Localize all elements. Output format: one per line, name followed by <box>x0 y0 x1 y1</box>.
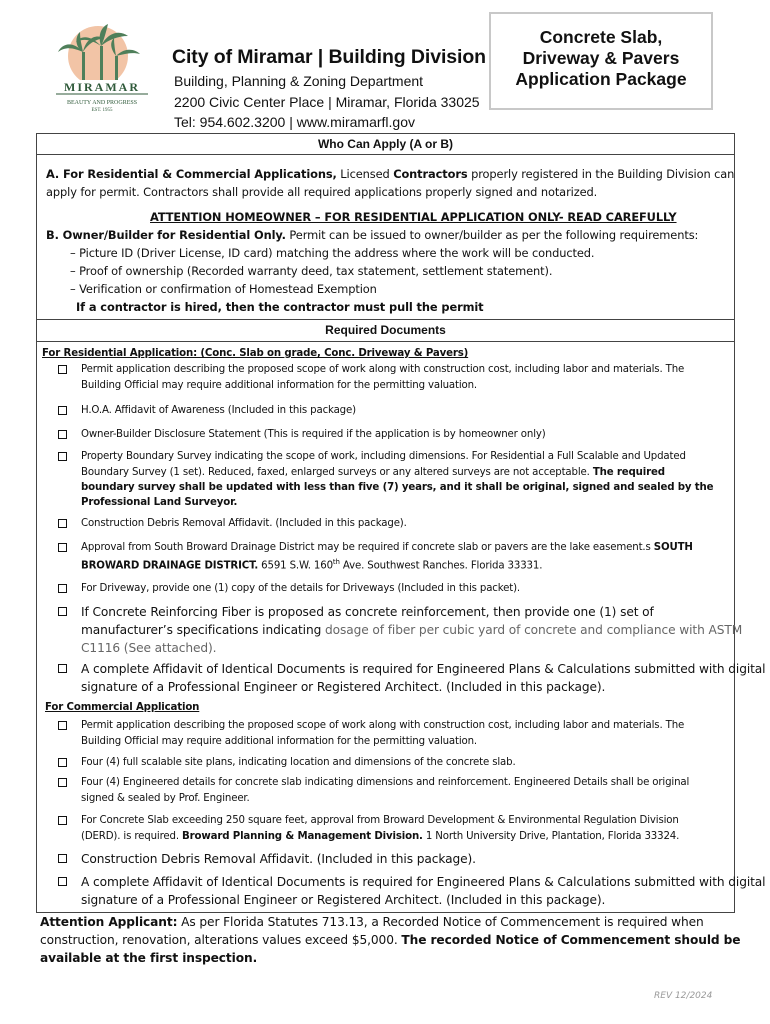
contact-info: Tel: 954.602.3200 | www.miramarfl.gov <box>174 114 415 130</box>
required-documents-heading: Required Documents <box>325 323 446 337</box>
res-drainage-line: Approval from South Broward Drainage District may be required if concrete slab or pavers are the lake easement.s SOUTH <box>81 542 693 553</box>
res-survey-line: Property Boundary Survey indicating the scope of work, including dimensions. For Residential a Full Scalable and Updated <box>81 451 686 462</box>
divider <box>36 341 735 342</box>
commercial-heading: For Commercial Application <box>45 702 200 713</box>
checkbox[interactable] <box>58 778 67 787</box>
office-address: 2200 Civic Center Place | Miramar, Florida 33025 <box>174 94 480 110</box>
res-owner-builder: Owner-Builder Disclosure Statement (This is required if the application is by homeowner only) <box>81 429 546 440</box>
package-title-line: Driveway & Pavers <box>522 48 680 68</box>
page-title: City of Miramar | Building Division <box>172 46 486 68</box>
divider <box>36 319 735 320</box>
res-fiber-line: If Concrete Reinforcing Fiber is proposed as concrete reinforcement, then provide one (1) set of <box>81 605 654 619</box>
checkbox[interactable] <box>58 854 67 863</box>
res-survey-line: boundary survey shall be updated with less than five (7) years, and it shall be original, signed and sealed by the <box>81 482 714 493</box>
checkbox[interactable] <box>58 877 67 886</box>
com-permit-line: Building Official may require additional information for the permitting valuation. <box>81 736 478 747</box>
svg-text:MIRAMAR: MIRAMAR <box>64 80 140 94</box>
attention-homeowner: ATTENTION HOMEOWNER – FOR RESIDENTIAL APPLICATION ONLY- READ CAREFULLY <box>150 210 677 224</box>
svg-text:EST. 1955: EST. 1955 <box>91 108 113 113</box>
res-debris-affidavit: Construction Debris Removal Affidavit. (Included in this package). <box>81 518 407 529</box>
option-b-line: B. Owner/Builder for Residential Only. Permit can be issued to owner/builder as per the following requirements: <box>46 228 699 242</box>
com-slab-line: For Concrete Slab exceeding 250 square feet, approval from Broward Development & Environmental Regulation Division <box>81 815 679 826</box>
checkbox[interactable] <box>58 365 67 374</box>
res-affidavit-line: A complete Affidavit of Identical Documents is required for Engineered Plans & Calculations submitted with digital <box>81 662 766 676</box>
residential-heading: For Residential Application: (Conc. Slab on grade, Conc. Driveway & Pavers) <box>42 348 469 359</box>
checkbox[interactable] <box>58 430 67 439</box>
res-permit-line: Permit application describing the proposed scope of work along with construction cost, including labor and materials. The <box>81 364 685 375</box>
res-driveway: For Driveway, provide one (1) copy of the details for Driveways (Included in this packet). <box>81 583 521 594</box>
checkbox[interactable] <box>58 519 67 528</box>
res-affidavit-line: signature of a Professional Engineer or Registered Architect. (Included in this package). <box>81 680 606 694</box>
checkbox[interactable] <box>58 664 67 673</box>
attention-applicant-line: construction, renovation, alterations values exceed $5,000. The recorded Notice of Commencement should be <box>40 933 741 947</box>
checkbox[interactable] <box>58 584 67 593</box>
who-can-apply-heading: Who Can Apply (A or B) <box>317 137 454 151</box>
com-site-plans: Four (4) full scalable site plans, indicating location and dimensions of the concrete slab. <box>81 757 516 768</box>
requirement-item: – Proof of ownership (Recorded warranty deed, tax statement, settlement statement). <box>70 264 553 278</box>
res-drainage-line: BROWARD DRAINAGE DISTRICT. 6591 S.W. 160th Ave. Southwest Ranches. Florida 33331. <box>81 558 543 572</box>
contractor-note: If a contractor is hired, then the contractor must pull the permit <box>76 300 484 314</box>
attention-applicant-line: available at the first inspection. <box>40 951 258 965</box>
requirement-item: – Picture ID (Driver License, ID card) matching the address where the work will be conducted. <box>70 246 595 260</box>
com-details-line: Four (4) Engineered details for concrete slab indicating dimensions and reinforcement. Engineered Details shall be original <box>81 777 690 788</box>
com-details-line: signed & sealed by Prof. Engineer. <box>81 793 250 804</box>
res-fiber-line: C1116 (See attached). <box>81 641 217 655</box>
com-affidavit-line: A complete Affidavit of Identical Documents is required for Engineered Plans & Calculations submitted with digital <box>81 875 766 889</box>
checkbox[interactable] <box>58 452 67 461</box>
com-affidavit-line: signature of a Professional Engineer or Registered Architect. (Included in this package). <box>81 893 606 907</box>
package-title-line: Concrete Slab, <box>539 27 663 47</box>
com-permit-line: Permit application describing the proposed scope of work along with construction cost, including labor and materials. The <box>81 720 685 731</box>
com-debris-affidavit: Construction Debris Removal Affidavit. (Included in this package). <box>81 852 476 866</box>
res-hoa-affidavit: H.O.A. Affidavit of Awareness (Included in this package) <box>81 405 356 416</box>
requirement-item: – Verification or confirmation of Homestead Exemption <box>70 282 377 296</box>
miramar-logo <box>52 22 152 122</box>
res-fiber-line: manufacturer’s specifications indicating dosage of fiber per cubic yard of concrete and compliance with ASTM <box>81 623 743 637</box>
checkbox[interactable] <box>58 721 67 730</box>
checkbox[interactable] <box>58 406 67 415</box>
department-name: Building, Planning & Zoning Department <box>174 73 424 89</box>
package-title-box <box>489 12 713 110</box>
option-a-line: A. For Residential & Commercial Applications, Licensed Contractors properly registered in the Building Division can <box>46 167 735 181</box>
svg-text:BEAUTY AND PROGRESS: BEAUTY AND PROGRESS <box>66 100 138 106</box>
checkbox[interactable] <box>58 816 67 825</box>
checkbox[interactable] <box>58 758 67 767</box>
res-survey-line: Professional Land Surveyor. <box>81 497 238 508</box>
attention-applicant-line: Attention Applicant: As per Florida Statutes 713.13, a Recorded Notice of Commencement is required when <box>40 915 704 929</box>
checkbox[interactable] <box>58 607 67 616</box>
res-survey-line: Boundary Survey (1 set). Reduced, faxed, enlarged surveys or any altered surveys are not acceptable. The required <box>81 467 665 478</box>
com-slab-line: (DERD). is required. Broward Planning & Management Division. 1 North University Drive, Plantation, Florida 33324. <box>81 831 680 842</box>
res-permit-line: Building Official may require additional information for the permitting valuation. <box>81 380 478 391</box>
divider <box>36 154 735 155</box>
palm-tree-icon <box>52 22 152 122</box>
checkbox[interactable] <box>58 543 67 552</box>
package-title-line: Application Package <box>515 69 687 89</box>
revision-label: REV 12/2024 <box>654 991 713 1001</box>
option-a-line-2: apply for permit. Contractors shall provide all required applications properly signed and notarized. <box>46 185 598 199</box>
